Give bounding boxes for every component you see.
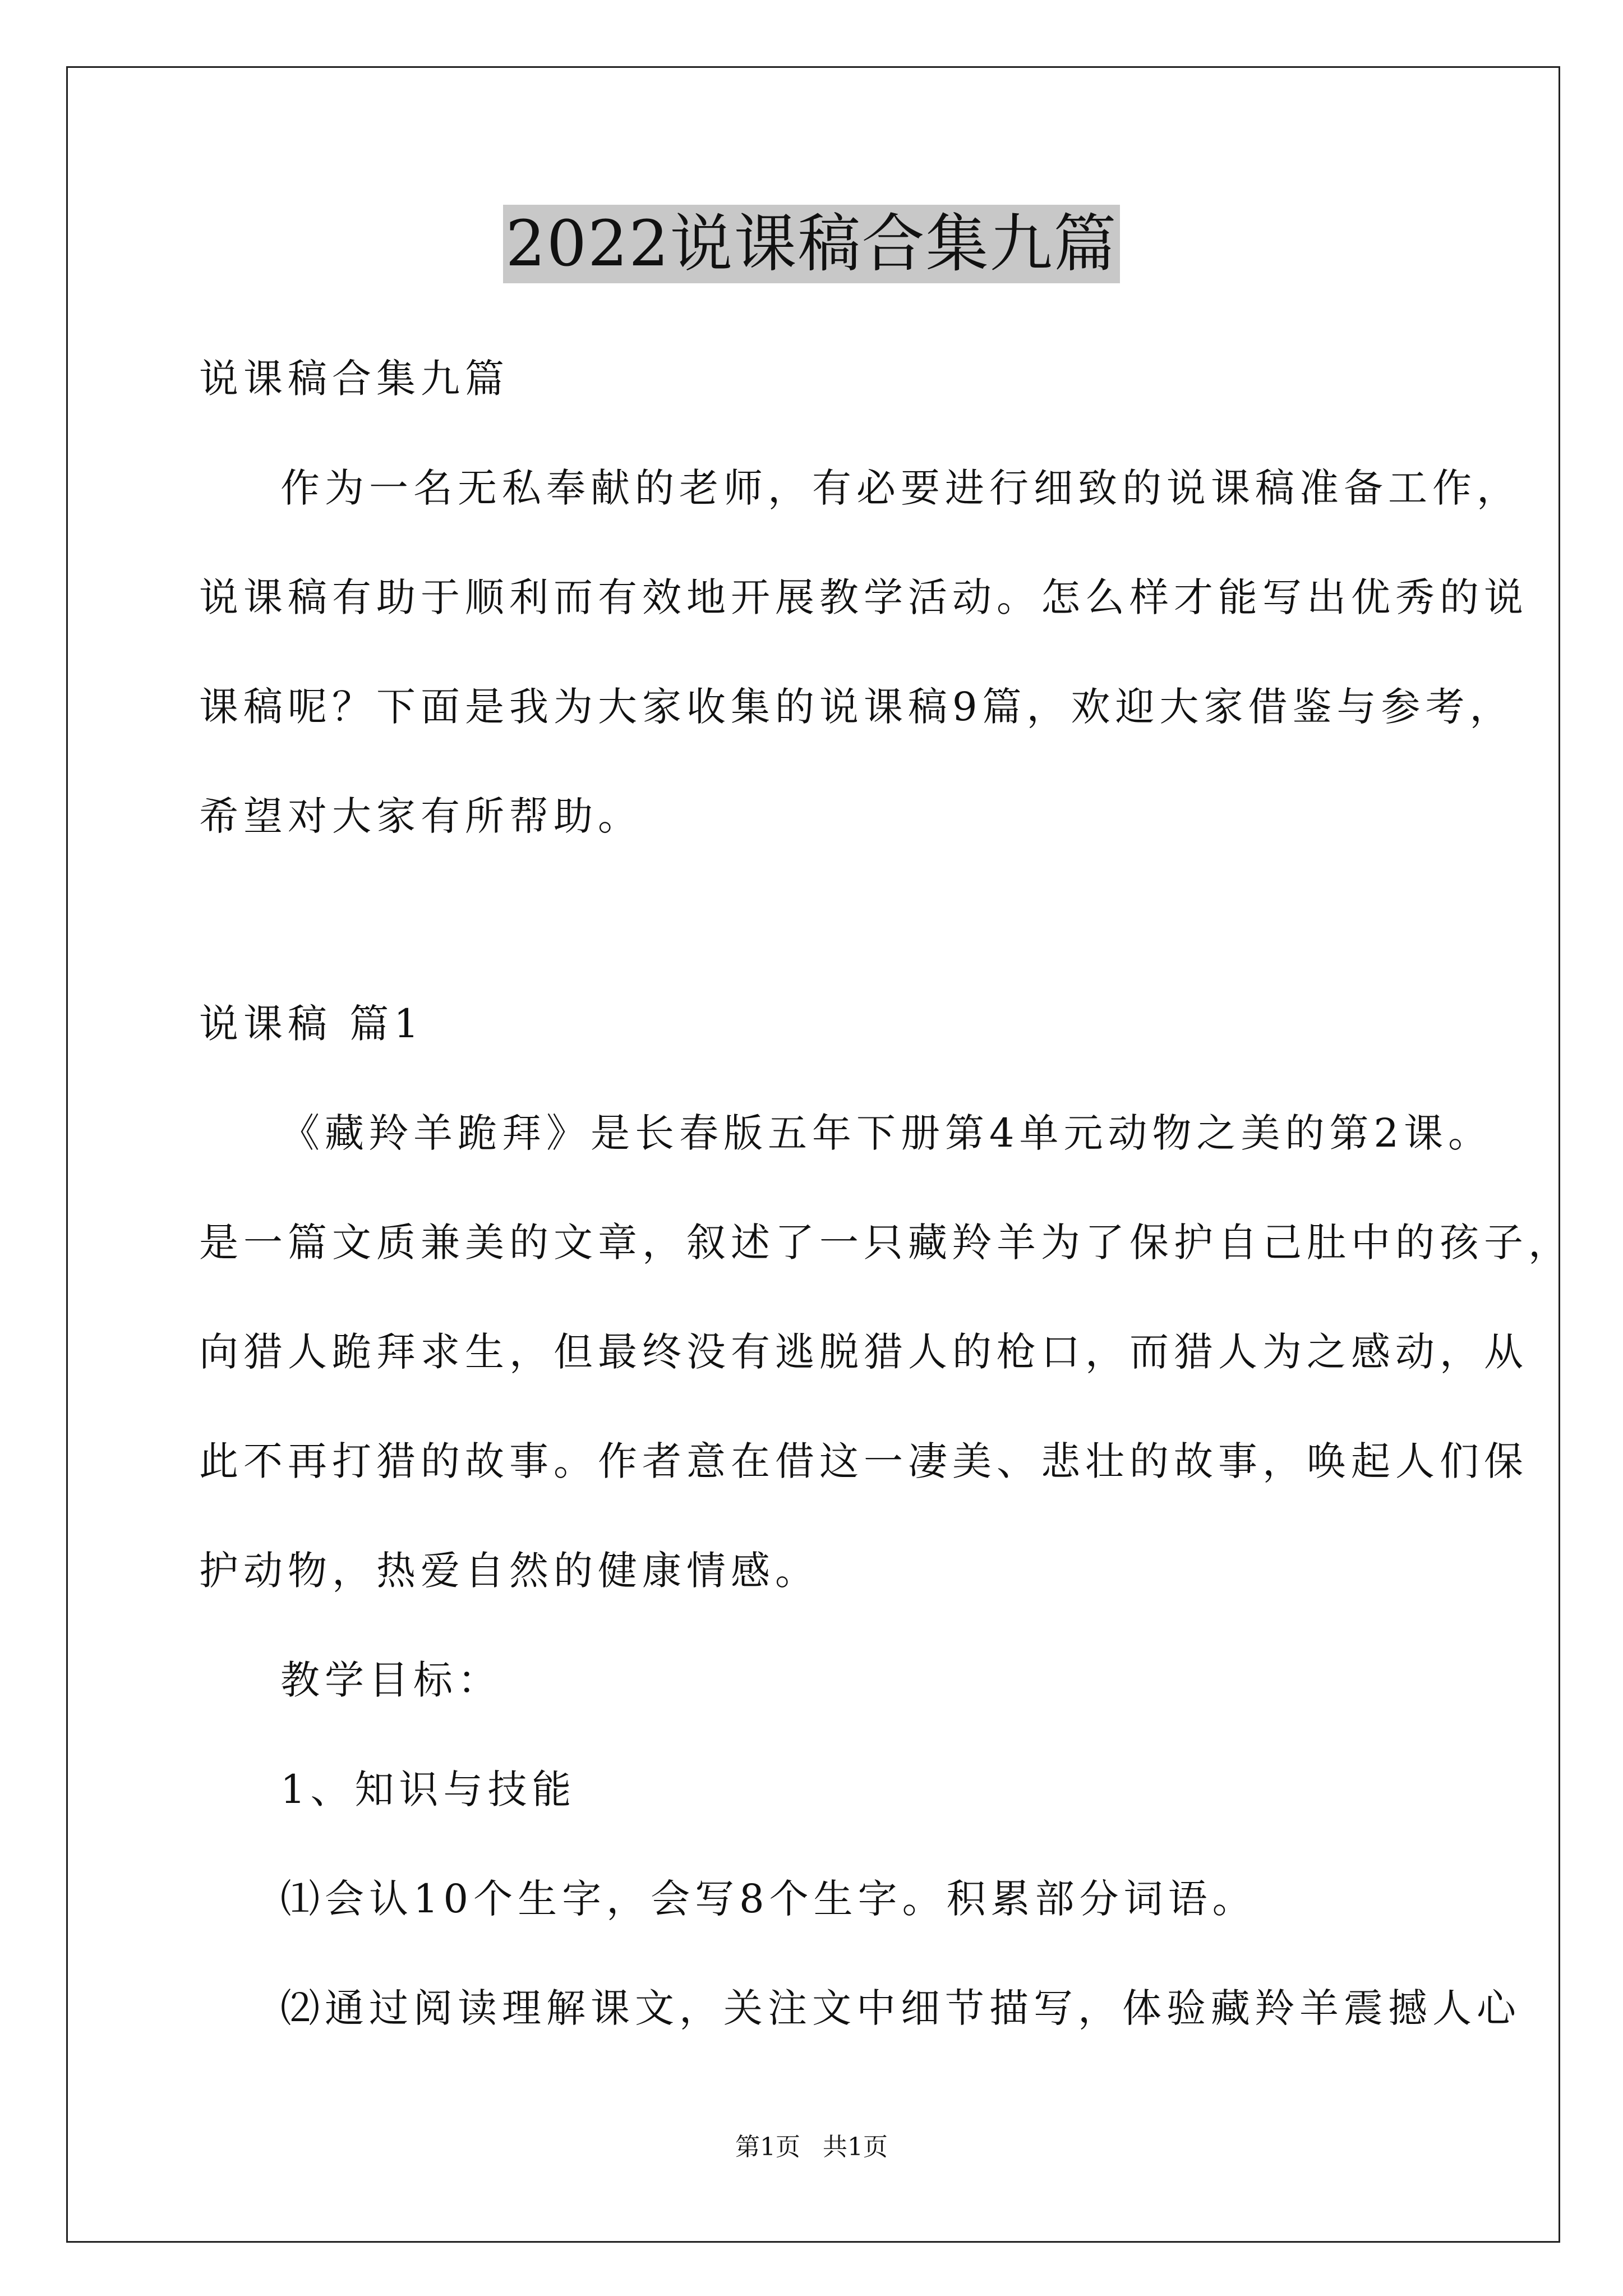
list-item: ⑵通过阅读理解课文，关注文中细节描写，体验藏羚羊震撼人心: [280, 1985, 1521, 2031]
document-title: 2022说课稿合集九篇: [503, 205, 1119, 283]
subtitle-line: 说课稿合集九篇: [199, 356, 509, 402]
paragraph-line: 此不再打猎的故事。作者意在借这一凄美、悲壮的故事，唤起人们保: [199, 1438, 1528, 1484]
list-item: ⑴会认10个生字，会写8个生字。积累部分词语。: [280, 1876, 1257, 1922]
paragraph-line: 希望对大家有所帮助。: [199, 793, 642, 839]
paragraph-line: 课稿呢？下面是我为大家收集的说课稿9篇，欢迎大家借鉴与参考，: [199, 684, 1514, 730]
paragraph-line: 说课稿有助于顺利而有效地开展教学活动。怎么样才能写出优秀的说: [199, 574, 1528, 620]
page-number: 第1页: [735, 2133, 800, 2161]
paragraph-line: 向猎人跪拜求生，但最终没有逃脱猎人的枪口，而猎人为之感动，从: [199, 1329, 1528, 1375]
paragraph-line: 《藏羚羊跪拜》是长春版五年下册第4单元动物之美的第2课。: [280, 1110, 1493, 1156]
page-footer: [0, 2132, 1623, 2163]
title-container: [0, 205, 1623, 283]
list-item: 1、知识与技能: [280, 1766, 577, 1812]
subheading-line: 教学目标：: [280, 1657, 502, 1703]
section-heading: 说课稿 篇1: [199, 1001, 424, 1047]
paragraph-line: 护动物，热爱自然的健康情感。: [199, 1548, 819, 1594]
paragraph-line: 是一篇文质兼美的文章，叙述了一只藏羚羊为了保护自己肚中的孩子，: [199, 1220, 1573, 1266]
paragraph-line: 作为一名无私奉献的老师，有必要进行细致的说课稿准备工作，: [280, 465, 1521, 511]
page-total: 共1页: [823, 2133, 888, 2161]
